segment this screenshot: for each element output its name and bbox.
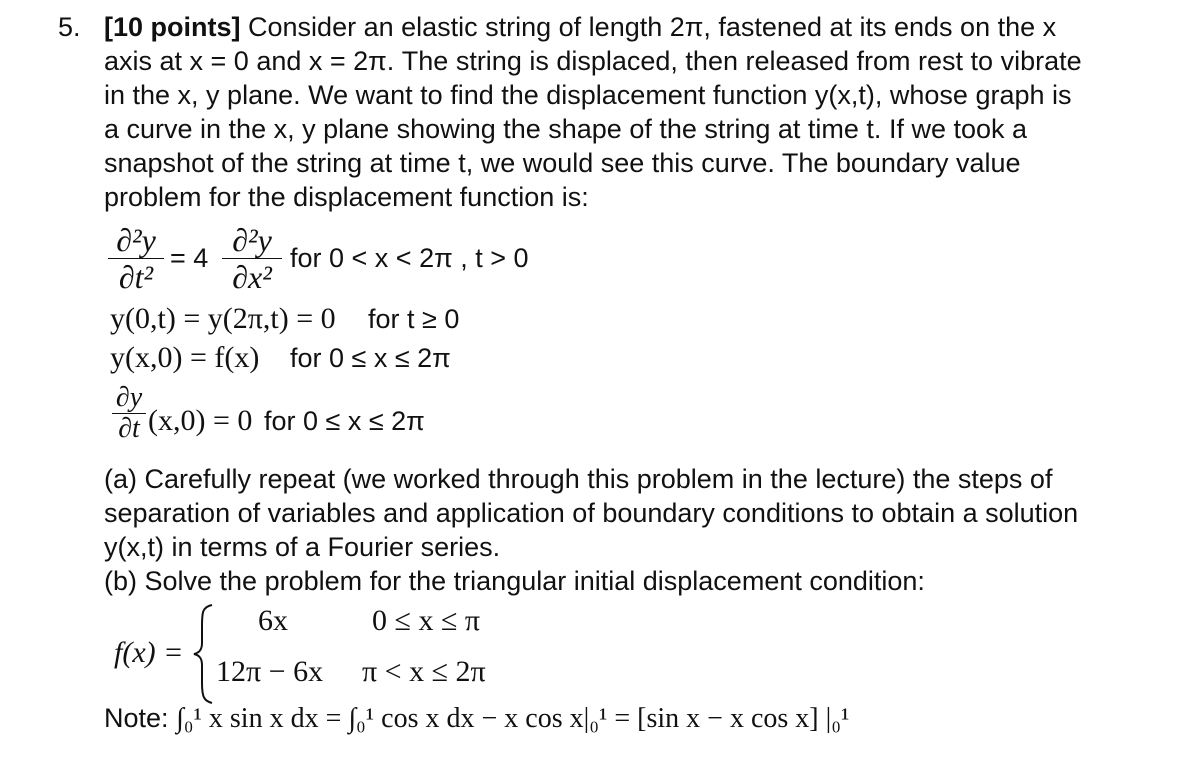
case2-expression: 12π − 6x [216, 655, 324, 688]
bc-equation: y(0,t) = y(2π,t) = 0 [110, 302, 336, 335]
intro-line-3: in the x, y plane. We want to find the displacement function y(x,t), whose graph is [104, 80, 1072, 110]
pde-rhs-numerator: ∂²y [232, 222, 272, 258]
ic2-denominator: ∂t [118, 413, 140, 444]
pde-lhs-fraction [106, 222, 166, 295]
intro-line-6: problem for the displacement function is: [104, 182, 589, 212]
note-line [104, 701, 849, 736]
pde-rhs-fraction [220, 222, 284, 295]
pde-lhs-numerator: ∂²y [116, 222, 156, 258]
ic1-condition: for 0 ≤ x ≤ 2π [290, 343, 451, 373]
case2-condition: π < x ≤ 2π [362, 655, 486, 688]
case1-condition: 0 ≤ x ≤ π [372, 604, 481, 637]
part-a [104, 462, 1179, 598]
ic2-fraction [108, 383, 150, 444]
piecewise-lhs: f(x) = [114, 636, 184, 669]
problem-number: 5. [58, 12, 81, 42]
left-brace-icon [192, 603, 214, 705]
part-a-line-2: separation of variables and application of boundary conditions to obtain a solution [104, 498, 1079, 528]
intro-line-1 [104, 10, 1179, 44]
note-formula: ∫₀¹ x sin x dx = ∫₀¹ cos x dx − x cos x|₀¹ = [sin x − x cos x] |₀¹ [176, 703, 850, 734]
part-b-line: (b) Solve the problem for the triangular initial displacement condition: [104, 566, 925, 596]
case1-expression: 6x [258, 604, 288, 637]
intro-line-4: a curve in the x, y plane showing the shape of the string at time t. If we took a [104, 114, 1028, 144]
part-a-line-3: y(x,t) in terms of a Fourier series. [104, 532, 501, 562]
intro-line-1-text: Consider an elastic string of length 2π, fastened at its ends on the x [240, 12, 1057, 42]
pde-rhs-denominator: ∂x² [232, 259, 272, 295]
problem-intro [104, 10, 1179, 214]
ic2-condition: for 0 ≤ x ≤ 2π [264, 406, 425, 436]
intro-line-5: snapshot of the string at time t, we would see this curve. The boundary value [104, 148, 1021, 178]
points-label: [10 points] [104, 12, 241, 42]
ic2-equation: (x,0) = 0 [148, 404, 253, 437]
part-a-line-1: (a) Carefully repeat (we worked through this problem in the lecture) the steps of [104, 464, 1053, 494]
note-label: Note: [104, 703, 169, 733]
bc-condition: for t ≥ 0 [368, 304, 460, 334]
ic1-equation: y(x,0) = f(x) [110, 341, 260, 374]
ic2-numerator: ∂y [115, 382, 143, 413]
pde-domain: for 0 < x < 2π , t > 0 [290, 243, 529, 273]
intro-line-2: axis at x = 0 and x = 2π. The string is displaced, then released from rest to vibrate [104, 46, 1082, 76]
pde-equals: = 4 [170, 243, 209, 273]
pde-lhs-denominator: ∂t² [118, 259, 154, 295]
